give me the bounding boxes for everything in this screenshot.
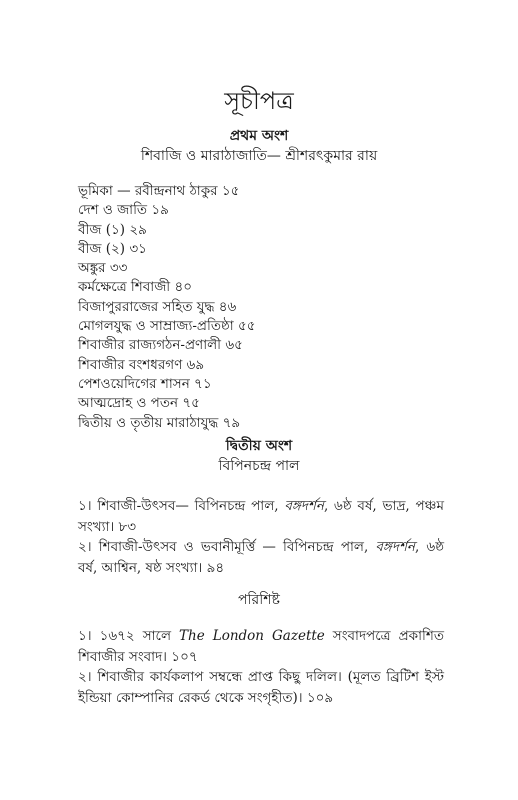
part2-subheading: বিপিনচন্দ্র পাল (218, 458, 300, 474)
toc-entry: মোগলযুদ্ধ ও সাম্রাজ্য-প্রতিষ্ঠা ৫৫ (78, 318, 256, 335)
part1-contents-list (78, 182, 458, 433)
toc-entry: বীজ (২) ৩১ (78, 240, 147, 257)
toc-entry: বীজ (১) ২৯ (78, 221, 147, 238)
toc-entry: ভূমিকা — রবীন্দ্রনাথ ঠাকুর ১৫ (78, 183, 240, 199)
part2-contents-list (78, 496, 444, 578)
newspaper-title: The London Gazette (179, 628, 325, 644)
entry-text: , ৬ষ্ঠ বর্ষ, ভাদ্র, পঞ্চম সংখ্যা। ৮৩ (78, 498, 444, 535)
part2-header (0, 436, 518, 476)
entry-text: ২। শিবাজীর কার্যকলাপ সম্বন্ধে প্রাপ্ত কিছু দলিল। (মূলত ব্রিটিশ ইস্ট ইন্ডিয়া কোম্পানির রেকর্ড থেকে সংগৃহীত)। ১০৯ (78, 669, 444, 706)
toc-entry: দ্বিতীয় ও তৃতীয় মারাঠাযুদ্ধ ৭৯ (78, 414, 241, 431)
journal-title: বঙ্গদর্শন (284, 498, 324, 514)
toc-entry: পেশওয়েদিগের শাসন ৭১ (78, 375, 212, 392)
toc-entry (78, 667, 444, 708)
part1-subheading: শিবাজি ও মারাঠাজাতি— শ্রীশরৎকুমার রায় (140, 148, 378, 164)
appendix-header (0, 590, 518, 610)
toc-entry: দেশ ও জাতি ১৯ (78, 202, 169, 219)
page-title: সূচীপত্র (224, 87, 294, 115)
toc-entry: আত্মদ্রোহ ও পতন ৭৫ (78, 395, 200, 412)
toc-entry (78, 626, 444, 667)
toc-entry: বিজাপুররাজের সহিত যুদ্ধ ৪৬ (78, 298, 237, 315)
part1-header (0, 126, 518, 166)
entry-text: , ৬ষ্ঠ বর্ষ, আশ্বিন, ষষ্ঠ সংখ্যা। ৯৪ (78, 539, 444, 576)
entry-text: ২। শিবাজী-উৎসব ও ভবানীমূর্ত্তি — বিপিনচন্দ্র পাল, (78, 539, 376, 555)
part2-heading: দ্বিতীয় অংশ (225, 438, 293, 454)
toc-entry: শিবাজীর রাজ্যগঠন-প্রণালী ৬৫ (78, 337, 243, 354)
part1-heading: প্রথম অংশ (229, 128, 289, 144)
toc-entry (78, 537, 444, 578)
entry-text: ১। ১৬৭২ সালে (78, 628, 180, 644)
appendix-contents-list (78, 626, 444, 708)
journal-title: বঙ্গদর্শন (375, 539, 415, 555)
toc-entry: কর্মক্ষেত্রে শিবাজী ৪০ (78, 279, 192, 296)
entry-text: সংবাদপত্রে প্রকাশিত শিবাজীর সংবাদ। ১০৭ (78, 628, 444, 665)
toc-entry (78, 496, 444, 537)
appendix-heading: পরিশিষ্ট (238, 592, 280, 608)
entry-text: ১। শিবাজী-উৎসব— বিপিনচন্দ্র পাল, (78, 498, 285, 514)
toc-entry: অঙ্কুর ৩৩ (78, 260, 128, 277)
toc-entry: শিবাজীর বংশধরগণ ৬৯ (78, 356, 205, 373)
